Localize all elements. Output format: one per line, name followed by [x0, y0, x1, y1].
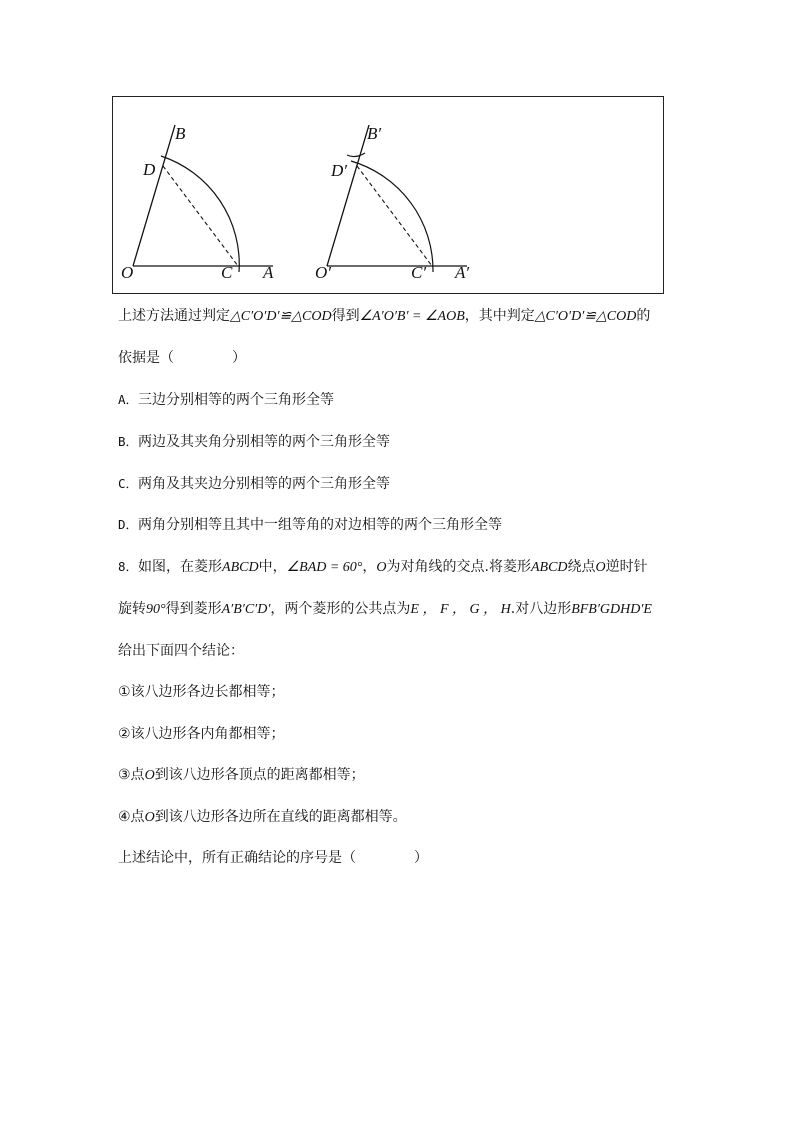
q8-point-O: O — [376, 560, 387, 575]
arc-mark-D-prime — [347, 153, 365, 157]
option-A-letter: A． — [118, 392, 139, 407]
conclusion-4 — [118, 807, 407, 828]
q8-line1 — [118, 557, 648, 578]
label-D-prime: D′ — [331, 161, 347, 180]
q8-text: ， — [362, 559, 377, 575]
q7-stem-line1 — [118, 306, 650, 327]
q8-common-points: E ， F ， G ， H — [410, 602, 511, 617]
dashed-DC — [163, 166, 238, 266]
ray-OB-prime — [327, 125, 369, 266]
option-C-text: 两角及其夹边分别相等的两个三角形全等 — [138, 476, 391, 492]
arc-CD — [161, 156, 239, 272]
q8-text: ，两个菱形的公共点为 — [270, 601, 411, 617]
q8-ask-text: 上述结论中，所有正确结论的序号是（ — [118, 850, 356, 866]
label-C-prime: C′ — [411, 263, 427, 282]
q8-text: 为对角线的交点.将菱形 — [386, 559, 531, 575]
q8-octagon-name: BFB′GDHD′E — [571, 602, 652, 617]
q8-text: 逆时针 — [605, 559, 648, 575]
q8-text: .对八边形 — [510, 601, 572, 617]
label-B-prime: B′ — [367, 124, 382, 143]
q7-congruence-1: △C′O′D′≌△COD — [230, 309, 332, 324]
q8-text: 得到菱形 — [165, 601, 222, 617]
conclusion-2 — [118, 724, 285, 744]
conclusion-1-text: ①该八边形各边长都相等； — [118, 684, 285, 700]
q8-text: 旋转 — [118, 601, 146, 617]
q7-paren-close: ） — [232, 350, 246, 366]
option-B — [118, 432, 390, 452]
conclusion-2-text: ②该八边形各内角都相等； — [118, 726, 285, 742]
arc-CD-prime — [351, 161, 433, 272]
option-C-letter: C． — [118, 476, 139, 491]
geometry-figure — [112, 96, 664, 294]
q8-point-O: O — [144, 768, 155, 783]
label-B: B — [175, 124, 186, 143]
q8-text: 绕点 — [567, 559, 596, 575]
q8-rhombus-name: ABCD — [530, 560, 568, 575]
right-construction — [315, 124, 469, 282]
conclusion-4-text: ④点 — [118, 809, 145, 825]
q8-number: 8． — [118, 559, 139, 574]
q8-angle: ∠BAD = 60° — [286, 560, 363, 575]
q8-line3 — [118, 641, 244, 661]
label-D: D — [143, 160, 156, 179]
option-A — [118, 390, 334, 410]
q7-text-1: 上述方法通过判定 — [118, 308, 230, 324]
label-O-prime: O′ — [315, 263, 331, 282]
conclusion-3 — [118, 765, 365, 786]
label-A: A — [263, 263, 274, 282]
q8-ask — [118, 848, 428, 868]
label-O: O — [121, 263, 134, 282]
q8-point-O: O — [144, 810, 155, 825]
label-C: C — [221, 263, 233, 282]
ray-OB — [133, 125, 175, 266]
dashed-DC-prime — [357, 166, 432, 266]
option-C — [118, 474, 390, 494]
q7-stem-line2 — [118, 348, 246, 368]
q7-basis-text: 依据是（ — [118, 350, 174, 366]
q7-text-2: 得到 — [331, 308, 360, 324]
conclusion-4-text: 到该八边形各边所在直线的距离都相等。 — [154, 809, 407, 825]
q7-text-4: 的 — [636, 308, 651, 324]
option-D-text: 两角分别相等且其中一组等角的对边相等的两个三角形全等 — [138, 517, 503, 533]
construction-diagram — [113, 97, 665, 295]
q8-text: 给出下面四个结论： — [118, 643, 244, 659]
conclusion-3-text: 到该八边形各顶点的距离都相等； — [154, 767, 365, 783]
option-B-text: 两边及其夹角分别相等的两个三角形全等 — [138, 434, 391, 450]
q8-rotation-degrees: 90° — [146, 602, 166, 617]
q7-text-3: ，其中判定 — [464, 308, 535, 324]
q8-rhombus-prime: A′B′C′D′ — [221, 602, 271, 617]
q8-text: 如图，在菱形 — [138, 559, 223, 575]
q8-line2 — [118, 599, 652, 620]
option-D-letter: D． — [118, 517, 139, 532]
q8-rhombus-name: ABCD — [222, 560, 259, 575]
label-A-prime: A′ — [455, 263, 470, 282]
left-construction — [121, 124, 274, 282]
option-A-text: 三边分别相等的两个三角形全等 — [138, 392, 335, 408]
option-B-letter: B． — [118, 434, 139, 449]
q8-paren-close: ） — [414, 850, 428, 866]
q7-congruence-2: △C′O′D′≌△COD — [534, 309, 637, 324]
conclusion-1 — [118, 682, 285, 702]
q8-text: 中， — [258, 559, 287, 575]
option-D — [118, 515, 502, 535]
q7-angle-equation: ∠A′O′B′ = ∠AOB — [359, 309, 465, 324]
q8-point-O: O — [595, 560, 606, 575]
conclusion-3-text: ③点 — [118, 767, 145, 783]
